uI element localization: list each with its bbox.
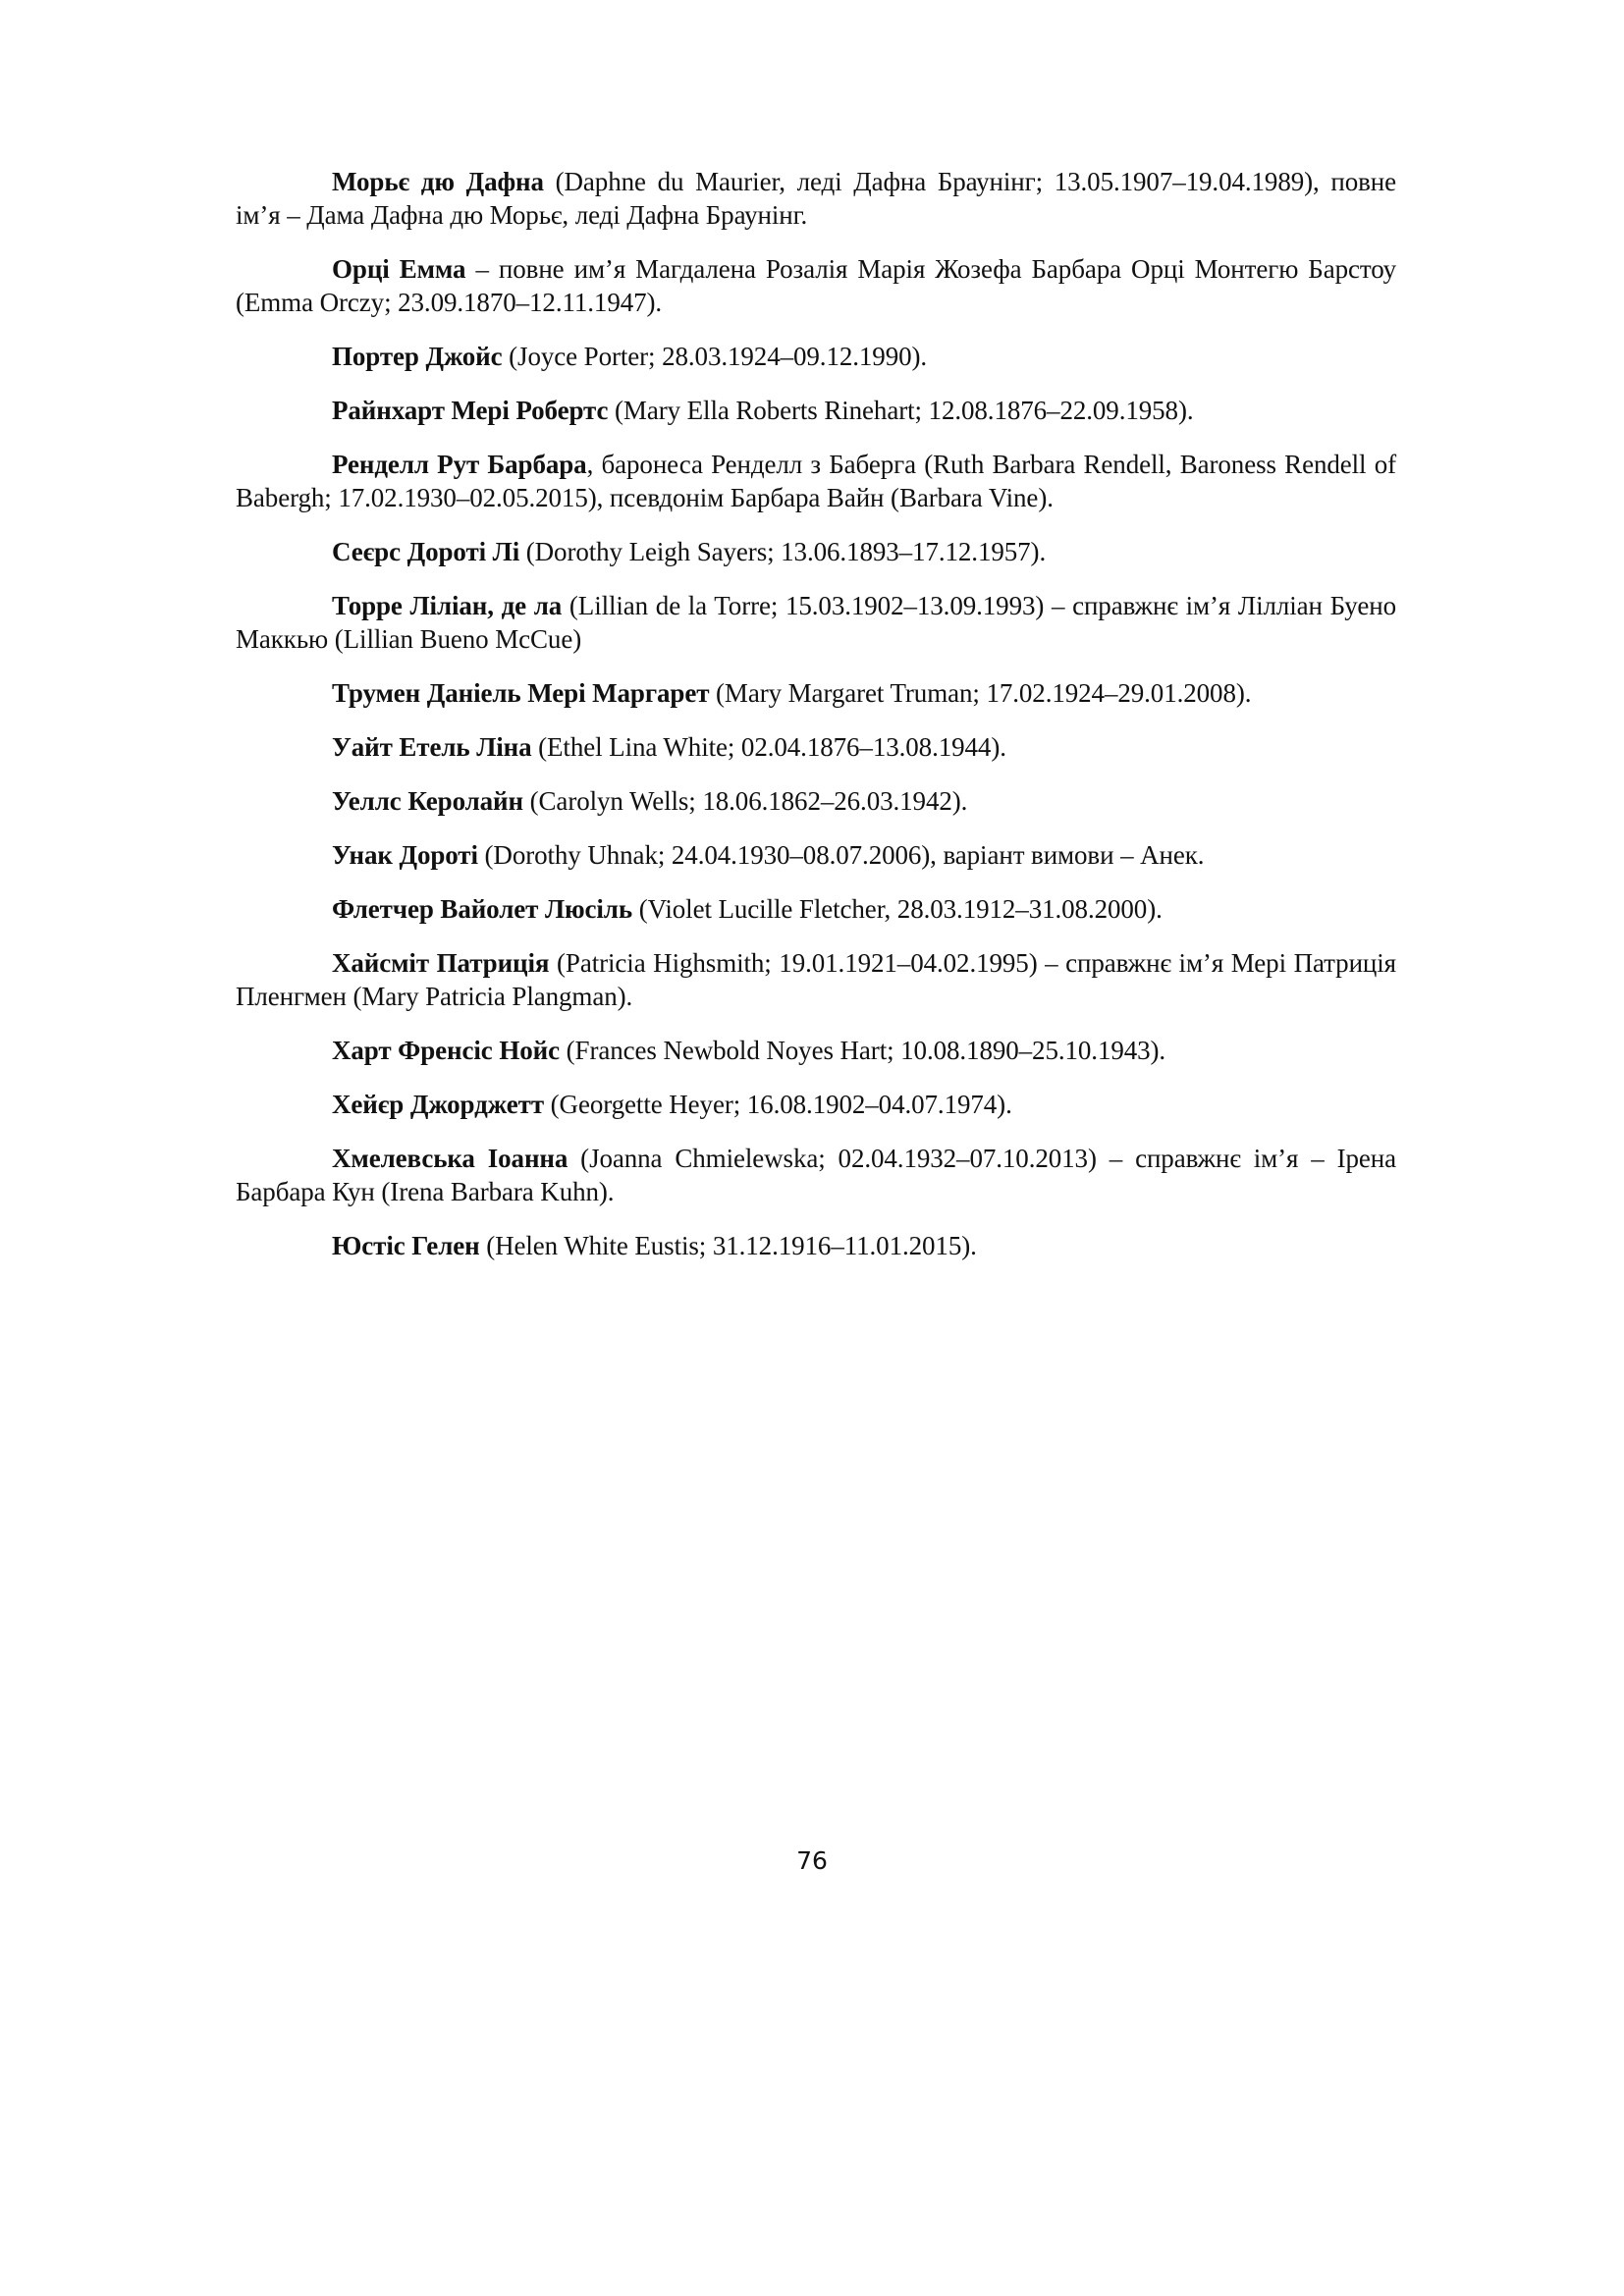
entry-details: (Daphne du Maurier, леді Дафна Браунінг; 13.05.1907–19.04.1989), повне ім’я – Дама Дафна дю Морьє, леді Дафна Браунінг. — [236, 167, 1397, 230]
entry-details: – повне им’я Магдалена Розалія Марія Жозефа Барбара Орці Монтегю Барстоу (Emma Orczy; 23.09.1870–12.11.1947). — [236, 254, 1396, 317]
entry — [236, 252, 1396, 319]
entry-details: (Ethel Lina White; 02.04.1876–13.08.1944). — [531, 732, 1006, 762]
entry-details: (Lillian de la Torre; 15.03.1902–13.09.1993) – справжнє ім’я Лілліан Буено Маккью (Lillian Bueno McCue) — [236, 591, 1396, 654]
entry-details: (Dorothy Leigh Sayers; 13.06.1893–17.12.1957). — [519, 537, 1047, 566]
entry-name: Торре Ліліан, де ла — [332, 591, 563, 620]
entry-details: (Patricia Highsmith; 19.01.1921–04.02.1995) – справжнє ім’я Мері Патриція Пленгмен (Mary Patricia Plangman). — [236, 948, 1396, 1011]
entry-name: Флетчер Вайолет Люсіль — [332, 894, 633, 924]
entry-name: Портер Джойс — [332, 342, 503, 371]
entry-details: , баронеса Ренделл з Баберга (Ruth Barbara Rendell, Baroness Rendell of Babergh; 17.02.1930–02.05.2015), псевдонім Барбара Вайн (Barbara Vine). — [236, 450, 1396, 512]
entry — [236, 589, 1396, 656]
page-number: 76 — [796, 1846, 828, 1875]
entry — [236, 394, 1396, 427]
entry-name: Хайсміт Патриція — [332, 948, 550, 978]
entry-name: Уайт Етель Ліна — [332, 732, 532, 762]
entry — [236, 676, 1396, 710]
entry — [236, 784, 1396, 818]
entry-details: (Joanna Chmielewska; 02.04.1932–07.10.2013) – справжнє ім’я – Ірена Барбара Кун (Irena Barbara Kuhn). — [236, 1144, 1396, 1206]
entry-details: (Helen White Eustis; 31.12.1916–11.01.2015). — [479, 1231, 977, 1260]
entry — [236, 1088, 1396, 1121]
entry — [236, 165, 1396, 232]
entry-name: Сеєрс Дороті Лі — [332, 537, 520, 566]
entry — [236, 730, 1396, 764]
entry — [236, 448, 1396, 514]
entry-name: Ренделл Рут Барбара — [332, 450, 587, 479]
entry-name: Трумен Даніель Мері Маргарет — [332, 678, 710, 708]
entry — [236, 1142, 1396, 1208]
entry-details: (Mary Margaret Truman; 17.02.1924–29.01.2008). — [709, 678, 1252, 708]
entry-details: (Mary Ella Roberts Rinehart; 12.08.1876–22.09.1958). — [608, 396, 1194, 425]
entry-name: Морьє дю Дафна — [332, 167, 544, 196]
entry-details: (Carolyn Wells; 18.06.1862–26.03.1942). — [522, 786, 968, 816]
entry — [236, 946, 1396, 1013]
entry — [236, 340, 1396, 373]
entry-name: Харт Френсіс Нойс — [332, 1036, 560, 1065]
entry-details: (Frances Newbold Noyes Hart; 10.08.1890–25.10.1943). — [559, 1036, 1166, 1065]
entries-list — [236, 165, 1396, 1283]
entry-name: Унак Дороті — [332, 840, 478, 870]
entry — [236, 1229, 1396, 1262]
entry-name: Хейєр Джорджетт — [332, 1090, 545, 1119]
entry-details: (Joyce Porter; 28.03.1924–09.12.1990). — [502, 342, 928, 371]
entry — [236, 838, 1396, 872]
entry-name: Райнхарт Мері Робертс — [332, 396, 609, 425]
entry-name: Хмелевська Іоанна — [332, 1144, 568, 1173]
entry-name: Уеллс Керолайн — [332, 786, 523, 816]
entry — [236, 892, 1396, 926]
entry — [236, 535, 1396, 568]
entry-details: (Violet Lucille Fletcher, 28.03.1912–31.08.2000). — [632, 894, 1163, 924]
entry-details: (Georgette Heyer; 16.08.1902–04.07.1974). — [544, 1090, 1012, 1119]
entry — [236, 1034, 1396, 1067]
entry-name: Юстіс Гелен — [332, 1231, 480, 1260]
entry-name: Орці Емма — [332, 254, 466, 284]
entry-details: (Dorothy Uhnak; 24.04.1930–08.07.2006), варіант вимови – Анек. — [477, 840, 1205, 870]
